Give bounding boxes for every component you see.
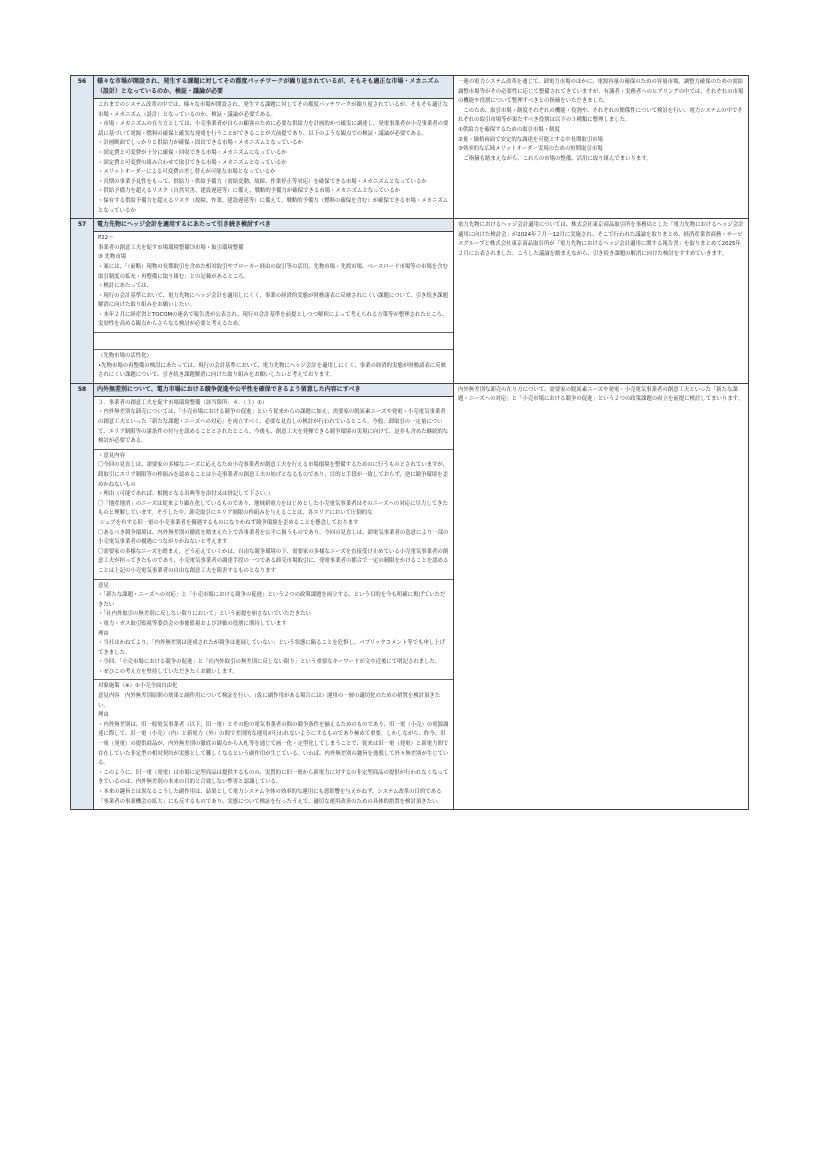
opinion-text: P22～ 事業者の創意工夫を促す市場環境整備⑶市場・取引環境整備 ③ 先物市場 ・案には、「（前略）現物の長期取引を含めた相対取引やブローカー経由の取引等の活用、先物市場・先渡市場、ベースロード市場等の市場を含む取引制度の拡充・再整備に取り組む」との記載があるところ。 ・検討にあたっては、 ・現行の会計基準において、電力先物にヘッジ会計を適用しにくく、事業の経済的実態が財務諸表に反映されにくい課題について、引き続き課題解消に向けた取り組みをお願いしたい。 ・本年２月に経産省とTOCOMの連名で報告書が公表され、現行の会計基準を前提としつつ解釈によって考えられる方策等が整理されたところ、実効性を高める観点からさらなる検討が必要と考えるため。 (98, 235, 449, 328)
response-text: 一連の電力システム改革を通じて、卸電力市場のほかに、電源容量の確保のための容量市場、調整力確保のための需給調整市場等がその必要性に応じて整備されてきていますが、有識者・実務者へのヒアリングの中では、それぞれの市場の機能や役割について整理すべきとの指摘をいただきました。 このため、取引市場・制度それぞれの機能・役割や、それぞれの関係性について検討を行い、電力システムの中でそれぞれの取引市場等が果たすべき役割は以下の３種類に整理しました。 ①供給力を確保するための取引市場・制度 ②量・価格両面で安定的な調達を可能とする中長期取引市場 ③効率的な広域メリットオーダー実現のための短期取引市場 ご指摘も踏まえながら、これらの市場の整備、活用に取り組んでまいります。 (458, 79, 744, 162)
opinion-text: ３．事業者の創意工夫を促す市場環境整備（該当箇所：４．（３）①） ・内外無差別な卸売については、「小売市場における競争の促進」という従来からの課題に加え、需要家の脱炭素ニーズや発電・小売電気事業者の創意工夫といった「新たな課題・ニーズへの対応」を両立すべく、必要な見直しの検討が行われているところ。今般、卸取引の一定量について、エリア制限等の諸条件の付与を認めることとされたところ、今後も、創意工夫を発揮できる競争環境の実現に向けて、是非も含めた継続的な検討が必要である。 (98, 399, 449, 445)
opinion-text: 対象施策（※）①小売全面自由化 意見内容 内外無差別原則の効果と副作用について検証を行い、（仮に副作用がある場合には）運用の一層の適切化のための措置を検討頂きたい。 理由 ・内外無差別は、旧一般電気事業者（以下、旧一電）とその他の電気事業者の間の競争条件を揃えるためのものであり、旧一電（小売）の電源調達に際して、旧一電（小売）（内）と新電力（外）の間で差別的な運用が行われないようにするものであり極めて重要。しかしながら、昨今、旧一電（発電）の提供商品が、内外無差別の徹底の観点から入札等を通じて画一化・定型化してしまうことで、従来は旧一電（発電）と新電力間で存在していた非定型の相対契約が実態として難しくなるという副作用が生じている。いわば、内外無差別の趣旨を逸脱して外々無差別が生じている。 ・このように、旧一電（発電）は市場に定型商品は提供するものの、実質的に旧一電から新電力に対するの非定型商品の提供が行われなくなってきているのは、内外無差別の本来の目的と合致しない弊害と認識している。 ・本来の趣旨とは異なるこうした副作用は、結果として電力システム全体の効率的な運用にも悪影響を与えかねず、システム改革の目的である「事業者の事業機会の拡大」にも反するものであり、実態について検証を行ったうえで、適切な運用改善のための具体的措置を検討頂きたい。 (94, 679, 453, 809)
opinion-text: （先物市場の活性化） •先物市場の再整備の検討にあたっては、現行の会計基準において、電力先物にヘッジ会計を適用しにくく、事業の経済的実態が財務諸表に反映されにくい課題について、引き続き課題解消に向けた取り組みをお願いしたいと考えております。 (94, 349, 453, 383)
response-text: 内外無差別な卸売の在り方について、需要家の脱炭素ニーズや発電・小売電気事業者の創意工夫といった「新たな課題・ニーズへの対応」と「小売市場における競争の促進」という２つの政策課題の両立を前提に検討してまいります。 (458, 386, 744, 403)
opinion-title: 電力先物にヘッジ会計を適用するにあたって引き続き検討すべき (94, 219, 453, 232)
opinion-column (94, 219, 454, 383)
opinion-title: 内外無差別について、電力市場における競争促進や公平性を確保できるよう留意した内容にすべき (94, 384, 453, 397)
table-row (71, 76, 748, 218)
row-number: 57 (71, 219, 94, 383)
table-row (71, 218, 748, 383)
row-number: 58 (71, 384, 94, 809)
opinion-text: ・意見内容 〇今回の見直しは、需要家の多様なニーズに応えるため小売事業者が創意工夫を行える市場環境を整備するためのに行うものとされていますが、卸取引にエリア制限等の枠組みを認めることは小売事業者の創意工夫の妨げとなるものであり、目的と手段が一致しておらず、逆に競争環境を歪めかねないもの ・理由（可能であれば、根拠となる出典等を添付又は併記して下さい。） 〇「地産地消」のニーズは従来より顕在化しているものであり、地域新電力をはじめとした小売電気事業者はそのニーズへの対応に尽力してきたものと理解しています。そうした中、卸売取引にエリア制限の枠組みを与えることは、各エリアにおいて圧倒的な シェアを有する旧一電の小売事業者を優遇するものになりかねず競争環境を歪めることを懸念しております 〇あるべき競争環境は、内外無差別の徹底を踏まえた上で各事業者を公平に扱うものであり、今回の見直しは、卸電気事業者の恣意により一部の小売電気事業者の優遇につながりかねないと考えます 〇需要家の多様なニーズを踏まえ、どう応えていくかは、自由な競争環境の下、需要家の多様なニーズを直接受け止めている小売電気事業者の創意工夫が担ってきたものであり、小売電気事業者の調達手段の一つである卸売市場取引に、発電事業者の都合で一定の制限をかけることを認めることは上記の小売電気事業者の自由な創意工夫を阻害するものとなります (94, 449, 453, 579)
opinion-text: これまでのシステム改革の中では、様々な市場が開設され、発生する課題に対してその都度パッチワークが繰り返されているが、そもそも適正な市場・メカニズム（設計）となっているのか、検証・議論が必要である。 ・市場・メカニズムの在り方としては、小売事業者が自らの顧客のために必要な供給力を計画的かつ確実に調達し、発電事業者が小売事業者の要請に基づいて電源・燃料の確保と確実な発電を行うことができることが大前提であり、以下のような観点での検証・議論が必要である。 ・計画断面でしっかりと供給力が確保・固出できる市場・メカニズムとなっているか ・固定費と可変費が十分に確保・回収できる市場・メカニズムになっているか ・固定費と可変費の組み合わせで取引できる市場・メカニズムとなっているか ・メリットオーダーによる可変費の差し替えが可能な市場となっているか ・長期の事業予見性をもって、供給力・供給予備力（需給変動、故障、作業停止等対応）を確保できる市場・メカニズムとなっているか ・供給予備力を超えるリスク（自然災害、建設遅延等）に備え、戦略的予備力が確保できる市場・メカニズムとなっているか ・保有する供給予備力を超えるリスク（故障、作業、建設遅延等）に備えて、戦略的予備力（燃料の確保を含む）が確保できる市場・メカニズムとなっているか (98, 102, 449, 214)
opinion-text (94, 332, 453, 349)
opinion-column (94, 384, 454, 809)
response-text: 電力先物におけるヘッジ会計適用については、株式会社東京商品取引所を事務局とした「電力先物におけるヘッジ会計適用に向けた検討会」が2024年７月～12月に実施され、そこで行われた議論を取りまとめ、経済産業省商務・サービスグループと株式会社東京商品取引所が「電力先物におけるヘッジ会計適用に関する報告書」を取りまとめて2025年２月に公表されました。こうした議論を踏まえながら、引き続き課題の解消に向けた検討をすすめていきます。 (458, 222, 744, 257)
comments-table (70, 75, 749, 810)
table-row (71, 383, 748, 809)
row-number: 56 (71, 76, 94, 218)
opinion-column (94, 76, 454, 218)
opinion-title: 様々な市場が開設され、発生する課題に対してその都度パッチワークが繰り返されているが、そもそも適正な市場・メカニズム（設計）となっているのか、検証・議論が必要 (94, 76, 453, 99)
opinion-text: 意見 ・「新たな課題・ニーズへの対応」と「小売市場における競争の促進」という２つの政策課題を両立する、という目的を今も明確に掲げていただきたい ・「社内外取引の無差別に反しない限りにおいて」という前提を崩さないでいただきたい ・電力・ガス取引監視等委員会の事後監視および評価の役割に期待しています 理由 ・当社はかねてより、「内外無差別は達成されたが競争は進展していない」という状態に陥ることを危惧し、パブリックコメント等でも申し上げてきました。 ・今回、「小売市場における競争の促進」と「社内外取引の無差別に反しない限り」という重要なキーワードが文中近後にて明記されました。 ・ぜひこの考え方を堅持していただきたくお願いします。 (94, 579, 453, 680)
